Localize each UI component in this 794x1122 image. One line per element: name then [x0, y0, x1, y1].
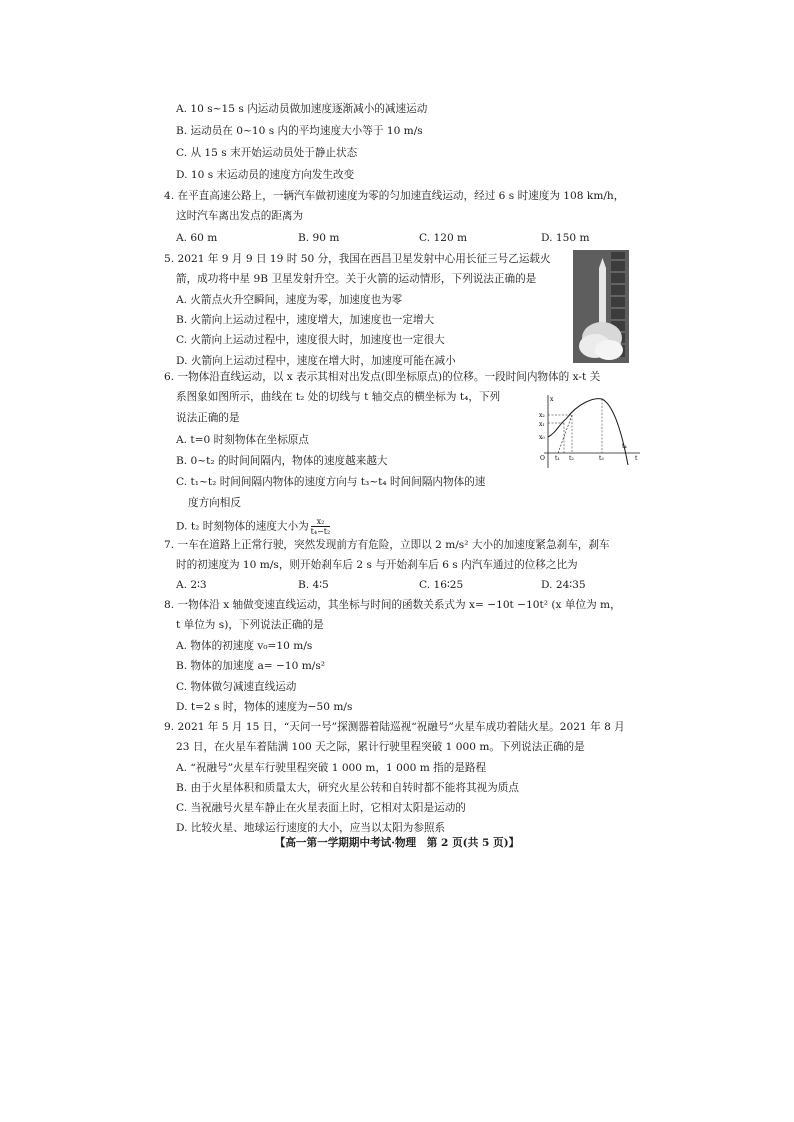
q9-option-a: A. “祝融号”火星车行驶里程突破 1 000 m，1 000 m 指的是路程	[176, 762, 487, 774]
q4-stem-line2: 这时汽车离出发点的距离为	[176, 210, 304, 222]
q3-option-b: B. 运动员在 0~10 s 内的平均速度大小等于 10 m/s	[176, 125, 423, 137]
q8-option-c: C. 物体做匀减速直线运动	[176, 681, 297, 693]
graph-t3-label: t₃	[599, 455, 604, 462]
rocket-launch-photo	[573, 250, 629, 363]
q3-option-a: A. 10 s~15 s 内运动员做加速度逐渐减小的减速运动	[176, 103, 428, 115]
graph-x2-label: x₂	[539, 412, 545, 419]
fraction-denominator: t₄−t₂	[310, 527, 331, 536]
q4-option-c: C. 120 m	[419, 232, 468, 244]
q4-option-a: A. 60 m	[176, 232, 218, 244]
graph-t1-label: t₁	[555, 455, 560, 462]
q7-option-c: C. 16∶25	[419, 579, 464, 591]
q7-option-a: A. 2∶3	[176, 579, 207, 591]
q6-option-d-fraction	[311, 517, 331, 536]
q6-stem-line1: 6. 一物体沿直线运动，以 x 表示其相对出发点(即坐标原点)的位移。一段时间内物体的 x-t 关	[164, 371, 601, 383]
tangent-line	[558, 415, 572, 453]
graph-x-axis-label: x	[550, 396, 554, 403]
q6-option-a: A. t=0 时刻物体在坐标原点	[176, 434, 309, 446]
q9-stem-line2: 23 日，在火星车着陆满 100 天之际，累计行驶里程突破 1 000 m。下列说法正确的是	[176, 741, 585, 753]
graph-origin-label: O	[540, 455, 545, 462]
q4-option-b: B. 90 m	[298, 232, 340, 244]
q8-option-a: A. 物体的初速度 v₀=10 m/s	[176, 640, 313, 652]
q7-option-b: B. 4∶5	[298, 579, 329, 591]
x-t-graph	[538, 393, 642, 473]
fraction-numerator: x₂	[311, 517, 331, 527]
q5-option-c: C. 火箭向上运动过程中，速度很大时，加速度也一定很大	[176, 334, 445, 346]
graph-x1-label: x₁	[539, 421, 545, 428]
q4-option-d: D. 150 m	[541, 232, 590, 244]
page-footer: 【高一第一学期期中考试·物理 第 2 页(共 5 页)】	[274, 837, 520, 849]
q7-option-d: D. 24∶35	[541, 579, 586, 591]
q8-stem-line2: t 单位为 s)，下列说法正确的是	[176, 619, 324, 631]
q6-option-d-text: D. t₂ 时刻物体的速度大小为	[176, 520, 309, 533]
q5-option-a: A. 火箭点火升空瞬间，速度为零，加速度也为零	[176, 294, 403, 306]
q6-stem-line2: 系图象如图所示，曲线在 t₂ 处的切线与 t 轴交点的横坐标为 t₄，下列	[176, 391, 501, 403]
q5-stem-line2: 箭，成功将中星 9B 卫星发射升空。关于火箭的运动情形，下列说法正确的是	[176, 273, 537, 285]
q3-option-c: C. 从 15 s 末开始运动员处于静止状态	[176, 147, 358, 159]
graph-x0-label: x₀	[539, 434, 545, 441]
q4-stem-line1: 4. 在平直高速公路上，一辆汽车做初速度为零的匀加速直线运动，经过 6 s 时速度为 108 km/h，	[164, 190, 625, 202]
q5-stem-line1: 5. 2021 年 9 月 9 日 19 时 50 分，我国在西昌卫星发射中心用长征三号乙运载火	[164, 253, 551, 265]
graph-t-axis-label: t	[635, 455, 638, 462]
q9-option-d: D. 比较火星、地球运行速度的大小，应当以太阳为参照系	[176, 822, 446, 834]
q7-stem-line1: 7. 一车在道路上正常行驶，突然发现前方有危险，立即以 2 m/s² 大小的加速度紧急刹车，刹车	[164, 539, 610, 551]
q7-stem-line2: 时的初速度为 10 m/s，则开始刹车后 2 s 与开始刹车后 6 s 内汽车通过的位移之比为	[176, 559, 578, 571]
q6-option-c-line1: C. t₁~t₂ 时间间隔内物体的速度方向与 t₃~t₄ 时间间隔内物体的速	[176, 476, 486, 488]
position-curve	[548, 399, 628, 465]
q9-stem-line1: 9. 2021 年 5 月 15 日，“天问一号”探测器着陆巡视“祝融号”火星车成功着陆火星。2021 年 8 月	[164, 721, 625, 733]
q5-option-d: D. 火箭向上运动过程中，速度在增大时，加速度可能在减小	[176, 355, 456, 367]
q9-option-c: C. 当祝融号火星车静止在火星表面上时，它相对太阳是运动的	[176, 802, 466, 814]
q8-option-d: D. t=2 s 时，物体的速度为−50 m/s	[176, 701, 353, 713]
q3-option-d: D. 10 s 末运动员的速度方向发生改变	[176, 169, 355, 181]
q6-stem-line3: 说法正确的是	[176, 412, 240, 424]
q6-option-b: B. 0~t₂ 的时间间隔内，物体的速度越来越大	[176, 455, 388, 467]
q9-option-b: B. 由于火星体积和质量太大，研究火星公转和自转时都不能将其视为质点	[176, 782, 519, 794]
q6-option-d	[176, 517, 330, 536]
graph-t4-label: t₄	[622, 443, 627, 450]
q8-stem-line1: 8. 一物体沿 x 轴做变速直线运动，其坐标与时间的函数关系式为 x= −10t −10t² (x 单位为 m，	[164, 599, 621, 611]
q6-option-c-line2: 度方向相反	[188, 497, 241, 509]
q5-option-b: B. 火箭向上运动过程中，速度增大，加速度也一定增大	[176, 314, 435, 326]
q8-option-b: B. 物体的加速度 a= −10 m/s²	[176, 660, 326, 672]
graph-t2-label: t₂	[569, 455, 574, 462]
